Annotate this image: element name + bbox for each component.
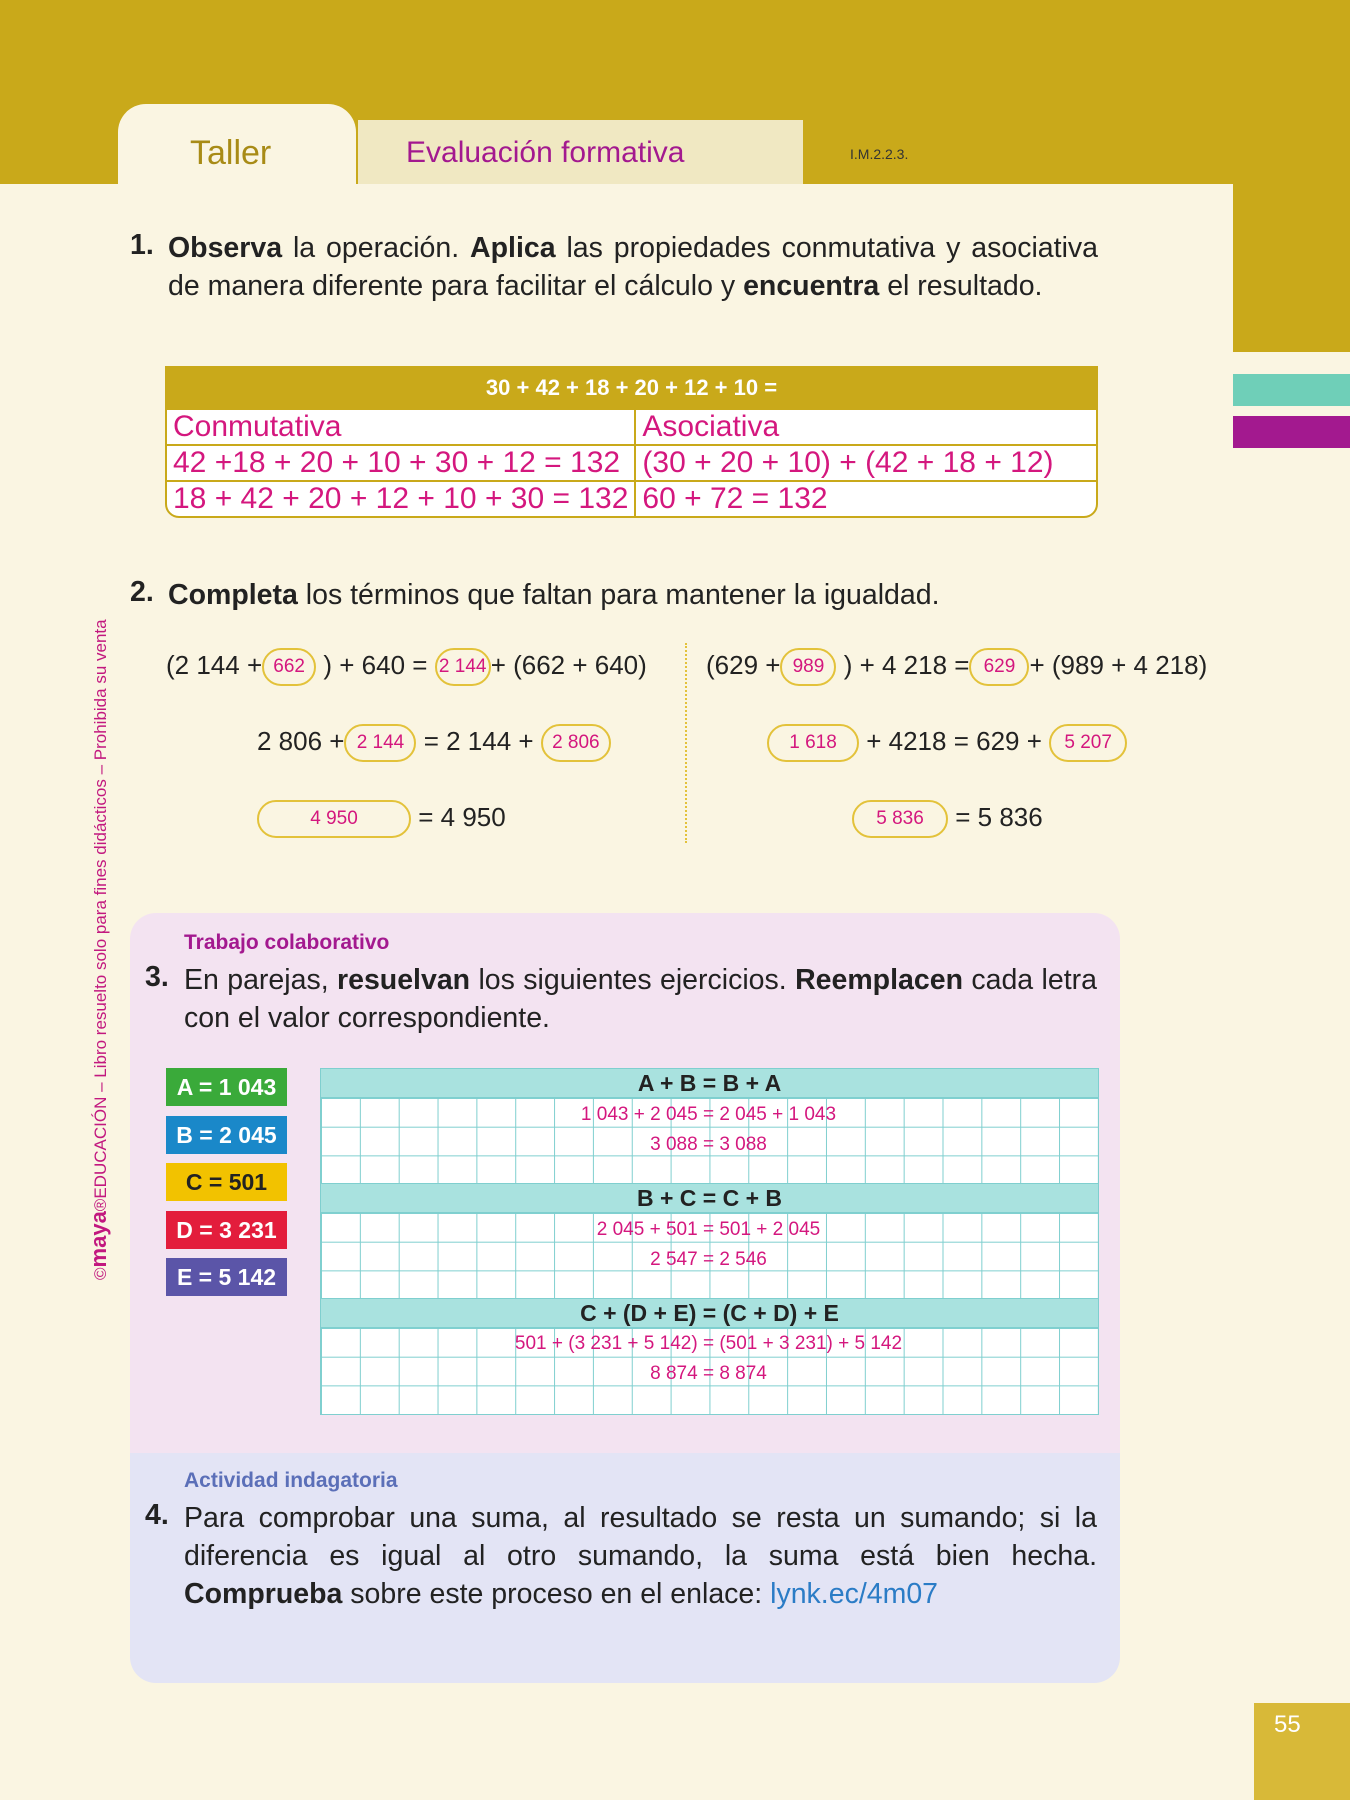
q3-instructions [184, 961, 1097, 1037]
copyright-symbol: © [91, 1267, 110, 1280]
eq-text: + (989 + 4 218) [1029, 649, 1208, 680]
answer-pill: 2 144 [435, 648, 491, 686]
q1-number: 1. [130, 229, 154, 261]
eq-text: + (662 + 640) [490, 649, 647, 680]
value-badge-e: E = 5 142 [166, 1258, 287, 1296]
grid-header-2: B + C = C + B [320, 1183, 1099, 1214]
q2-word-completa: Completa [168, 579, 298, 611]
q1-instructions [168, 229, 1098, 305]
answer-pill: 2 144 [344, 724, 416, 762]
grid-header-1: A + B = B + A [320, 1068, 1099, 1099]
value-badge-c: C = 501 [166, 1163, 287, 1201]
taller-tab [118, 104, 356, 184]
eq-text: ) + 640 = [323, 649, 428, 680]
eq-text: 2 806 + [257, 725, 345, 756]
q4-text-0: Para comprobar una suma, al resultado se resta un sumando; si la diferencia es igual al otro sumando, la suma está bien hecha. [184, 1502, 1097, 1572]
page-number-box [1254, 1703, 1350, 1800]
table-cell: 42 +18 + 20 + 10 + 30 + 12 = 132 [167, 444, 636, 480]
table-cell: (30 + 20 + 10) + (42 + 18 + 12) [636, 444, 1096, 480]
table-cell: 18 + 42 + 20 + 12 + 10 + 30 = 132 [167, 480, 636, 516]
q1-word-aplica: Aplica [470, 232, 556, 264]
indicator-code: I.M.2.2.3. [850, 146, 909, 162]
side-notice: EDUCACIÓN – Libro resuelto solo para fines didácticos – Prohibida su venta [91, 619, 110, 1199]
q1-word-encuentra: encuentra [743, 270, 880, 302]
grid-line: 1 043 + 2 045 = 2 045 + 1 043 [580, 1104, 837, 1125]
taller-label: Taller [190, 134, 272, 172]
equation-right-1 [706, 648, 1207, 686]
value-badge-b: B = 2 045 [166, 1116, 287, 1154]
value-badge-d: D = 3 231 [166, 1211, 287, 1249]
q2-instructions [168, 576, 1098, 614]
equation-left-3 [257, 800, 506, 838]
col-asociativa: Asociativa [636, 408, 1096, 444]
brand-logo-text: maya [86, 1211, 111, 1268]
eq-text: = 2 144 + [423, 725, 534, 756]
q3-word-resuelvan: resuelvan [337, 964, 471, 996]
q2-text: los términos que faltan para mantener la igualdad. [297, 579, 940, 611]
equation-left-2 [257, 724, 611, 762]
evaluacion-label: Evaluación formativa [406, 136, 685, 169]
answer-pill: 5 836 [852, 800, 948, 838]
magenta-side-tab [1233, 416, 1350, 448]
value-badge-a: A = 1 043 [166, 1068, 287, 1106]
answer-pill: 989 [780, 648, 836, 686]
q3-word-reemplacen: Reemplacen [795, 964, 963, 996]
q2-number: 2. [130, 576, 154, 608]
eq-text: (2 144 + [166, 649, 263, 680]
page-number: 55 [1274, 1711, 1301, 1738]
answer-pill: 662 [262, 648, 316, 686]
q1-text-2: las propiedades conmutativa y asociativa de manera diferente para facilitar el cálculo y [168, 232, 1099, 302]
grid-line: 2 045 + 501 = 501 + 2 045 [596, 1219, 821, 1240]
eq-text: (629 + [706, 649, 781, 680]
resource-link[interactable]: lynk.ec/4m07 [770, 1578, 939, 1610]
q4-word-comprueba: Comprueba [184, 1578, 343, 1610]
col-conmutativa: Conmutativa [167, 408, 636, 444]
q1-text-3: el resultado. [879, 270, 1043, 302]
table-header: 30 + 42 + 18 + 20 + 12 + 10 = [167, 368, 1096, 408]
table-cell: 60 + 72 = 132 [636, 480, 1096, 516]
teal-side-tab [1233, 374, 1350, 406]
grid-header-3: C + (D + E) = (C + D) + E [320, 1298, 1099, 1329]
answer-pill: 5 207 [1049, 724, 1127, 762]
eq-text: = 5 836 [955, 801, 1043, 832]
right-banner [1233, 184, 1350, 352]
answer-pill: 629 [969, 648, 1029, 686]
q1-word-observa: Observa [168, 232, 283, 264]
inquiry-label: Actividad indagatoria [184, 1469, 398, 1492]
properties-table [165, 366, 1098, 518]
grid-line: 501 + (3 231 + 5 142) = (501 + 3 231) + 5 142 [514, 1333, 903, 1354]
dotted-divider [685, 643, 687, 843]
registered-symbol: ® [91, 1198, 110, 1212]
evaluacion-tab [358, 120, 803, 184]
answer-pill: 4 950 [257, 800, 411, 838]
q4-instructions [184, 1499, 1097, 1613]
equation-right-2 [767, 724, 1127, 762]
side-copyright-text [86, 619, 112, 1280]
q3-text-0: En parejas, [184, 964, 337, 996]
q4-text-1: sobre este proceso en el enlace: [342, 1578, 771, 1610]
grid-line: 8 874 = 8 874 [650, 1363, 767, 1384]
q3-text-1: los siguientes ejercicios. [470, 964, 796, 996]
collaborative-label: Trabajo colaborativo [184, 931, 390, 954]
answer-pill: 2 806 [541, 724, 611, 762]
grid-line: 2 547 = 2 546 [650, 1249, 767, 1270]
eq-text: ) + 4 218 = [843, 649, 970, 680]
q1-text-1: la operación. [282, 232, 471, 264]
equation-left-1 [166, 648, 647, 686]
q4-number: 4. [145, 1499, 169, 1531]
q3-text-2: cada letra con el valor correspondiente. [184, 964, 1097, 1034]
grid-line: 3 088 = 3 088 [650, 1134, 767, 1155]
eq-text: + 4218 = 629 + [866, 725, 1042, 756]
answer-pill: 1 618 [767, 724, 859, 762]
q3-number: 3. [145, 961, 169, 993]
equation-right-3 [852, 800, 1043, 838]
eq-text: = 4 950 [418, 801, 506, 832]
